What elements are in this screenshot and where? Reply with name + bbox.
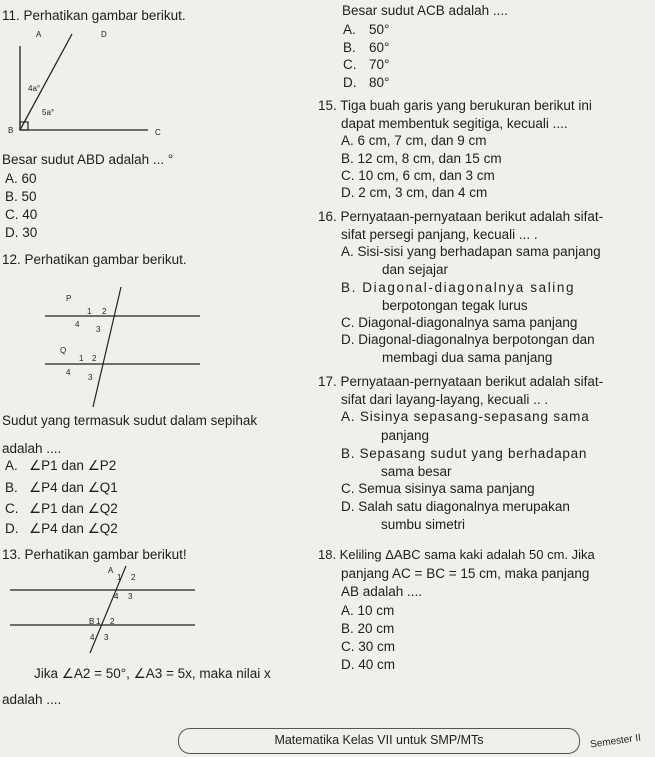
- q13-label-a: A: [108, 566, 114, 575]
- q12-option-b: [5, 480, 118, 496]
- q12-label-p1: 1: [87, 307, 92, 316]
- q12-label-q2: 2: [92, 354, 97, 363]
- q17-option-c-1: C. Semua sisinya sama panjang: [341, 481, 535, 496]
- q17-option-a-1: A. Sisinya sepasang-sepasang sama: [341, 409, 590, 424]
- q12-option-d: [5, 521, 118, 537]
- q13-title: 13. Perhatikan gambar berikut!: [2, 547, 187, 562]
- q15-line1: 15. Tiga buah garis yang berukuran berikut ini: [318, 98, 592, 113]
- q11-label-5a: 5a°: [42, 108, 55, 117]
- q12-label-p3: 3: [96, 325, 101, 334]
- q12-label-p4: 4: [75, 320, 80, 329]
- q12-title: 12. Perhatikan gambar berikut.: [2, 252, 187, 267]
- option-value: 50°: [369, 22, 390, 37]
- option-letter: D.: [343, 75, 357, 90]
- q10-question: Besar sudut ACB adalah ....: [342, 3, 508, 18]
- option-letter: A.: [343, 22, 356, 37]
- q16-option-d-2: membagi dua sama panjang: [382, 350, 553, 365]
- option-letter: B.: [5, 480, 18, 495]
- q13-label-b3: 3: [104, 633, 109, 642]
- q16-option-d-1: D. Diagonal-diagonalnya berpotongan dan: [341, 332, 595, 347]
- q13-question-line2: adalah ....: [2, 692, 62, 707]
- q15-option-a: A. 6 cm, 7 cm, dan 9 cm: [341, 133, 487, 148]
- footer-title: Matematika Kelas VII untuk SMP/MTs: [274, 733, 484, 747]
- q13-label-b: B: [89, 617, 95, 626]
- option-letter: A.: [5, 458, 18, 473]
- option-value: 70°: [369, 57, 390, 72]
- q11-label-c: C: [155, 128, 161, 137]
- q12-label-q1: 1: [79, 354, 84, 363]
- q11-label-b: B: [8, 126, 14, 135]
- q12-label-q3: 3: [88, 373, 93, 382]
- q17-option-d-1: D. Salah satu diagonalnya merupakan: [341, 499, 570, 514]
- q16-option-c-1: C. Diagonal-diagonalnya sama panjang: [341, 315, 578, 330]
- q16-option-a-2: dan sejajar: [382, 262, 449, 277]
- q13-figure: [10, 563, 210, 658]
- q12-question-line2: adalah ....: [2, 441, 62, 456]
- q10-option-b: [343, 40, 389, 56]
- q12-question-line1: Sudut yang termasuk sudut dalam sepihak: [2, 413, 258, 428]
- q15-option-b: B. 12 cm, 8 cm, dan 15 cm: [341, 151, 502, 166]
- q12-option-c: [5, 501, 118, 517]
- angle-b: ∠P2: [87, 458, 117, 473]
- q16-line1: 16. Pernyataan-pernyataan berikut adalah sifat-: [318, 209, 604, 224]
- q18-line2: panjang AC = BC = 15 cm, maka panjang: [341, 566, 590, 581]
- q18-line3: AB adalah ....: [341, 584, 423, 599]
- q13-label-b1: 1: [96, 617, 101, 626]
- q12-label-p2: 2: [102, 307, 107, 316]
- option-letter: C.: [343, 57, 357, 72]
- q15-option-c: C. 10 cm, 6 cm, dan 3 cm: [341, 168, 495, 183]
- q13-label-a4: 4: [114, 592, 119, 601]
- q18-option-c: C. 30 cm: [341, 639, 396, 654]
- angle-b: ∠Q1: [87, 480, 118, 495]
- angle-a: ∠P4: [29, 521, 58, 536]
- q18-option-d: D. 40 cm: [341, 657, 396, 672]
- semester-label: Semester II: [589, 732, 642, 751]
- option-value: 60°: [369, 40, 390, 55]
- q10-option-d: [343, 75, 389, 91]
- q17-line1: 17. Pernyataan-pernyataan berikut adalah sifat-: [318, 374, 604, 389]
- q15-option-d: D. 2 cm, 3 cm, dan 4 cm: [341, 185, 488, 200]
- q16-option-b-1: B. Diagonal-diagonalnya saling: [341, 280, 576, 295]
- q17-option-a-2: panjang: [381, 428, 430, 443]
- q12-label-q: Q: [60, 346, 67, 355]
- q11-title: 11. Perhatikan gambar berikut.: [2, 8, 186, 23]
- q17-option-b-1: B. Sepasang sudut yang berhadapan: [341, 446, 588, 461]
- option-connector: dan: [61, 480, 84, 495]
- q11-label-d: D: [101, 30, 107, 39]
- option-connector: dan: [61, 458, 84, 473]
- q18-option-a: A. 10 cm: [341, 603, 395, 618]
- q13-label-a3: 3: [128, 592, 133, 601]
- q18-line1: 18. Keliling ΔABC sama kaki adalah 50 cm. Jika: [318, 547, 595, 562]
- q13-label-a1: 1: [117, 573, 122, 582]
- q11-figure: [0, 28, 170, 138]
- q17-line2: sifat dari layang-layang, kecuali .. .: [341, 392, 549, 407]
- q12-label-q4: 4: [66, 368, 71, 377]
- option-letter: B.: [343, 40, 356, 55]
- q13-question-line1: Jika ∠A2 = 50°, ∠A3 = 5x, maka nilai x: [34, 666, 271, 681]
- q18-option-b: B. 20 cm: [341, 621, 395, 636]
- q11-option-a: A. 60: [5, 171, 37, 186]
- q11-question: Besar sudut ABD adalah ... °: [2, 152, 174, 167]
- footer-banner: [178, 728, 580, 754]
- option-letter: C.: [5, 501, 19, 516]
- q12-label-p: P: [66, 294, 72, 303]
- option-connector: dan: [61, 501, 84, 516]
- angle-a: ∠P1: [29, 458, 58, 473]
- q12-option-a: [5, 458, 116, 474]
- angle-a: ∠P4: [29, 480, 58, 495]
- q10-option-c: [343, 57, 389, 73]
- q17-option-d-2: sumbu simetri: [381, 517, 466, 532]
- q16-line2: sifat persegi panjang, kecuali ... .: [341, 227, 538, 242]
- q16-option-b-2: berpotongan tegak lurus: [382, 298, 528, 313]
- angle-a: ∠P1: [29, 501, 58, 516]
- angle-b: ∠Q2: [87, 521, 118, 536]
- q11-label-a: A: [36, 30, 42, 39]
- option-connector: dan: [61, 521, 84, 536]
- q13-label-b2: 2: [110, 617, 115, 626]
- q11-option-b: B. 50: [5, 189, 37, 204]
- option-letter: D.: [5, 521, 19, 536]
- q15-line2: dapat membentuk segitiga, kecuali ....: [341, 116, 568, 131]
- q11-label-4a: 4a°: [28, 84, 41, 93]
- q16-option-a-1: A. Sisi-sisi yang berhadapan sama panjang: [341, 244, 601, 259]
- q10-option-a: [343, 22, 389, 38]
- q11-option-d: D. 30: [5, 225, 38, 240]
- q11-option-c: C. 40: [5, 207, 38, 222]
- option-value: 80°: [369, 75, 390, 90]
- q17-option-b-2: sama besar: [381, 464, 452, 479]
- q13-label-b4: 4: [90, 633, 95, 642]
- angle-b: ∠Q2: [87, 501, 118, 516]
- q13-label-a2: 2: [131, 573, 136, 582]
